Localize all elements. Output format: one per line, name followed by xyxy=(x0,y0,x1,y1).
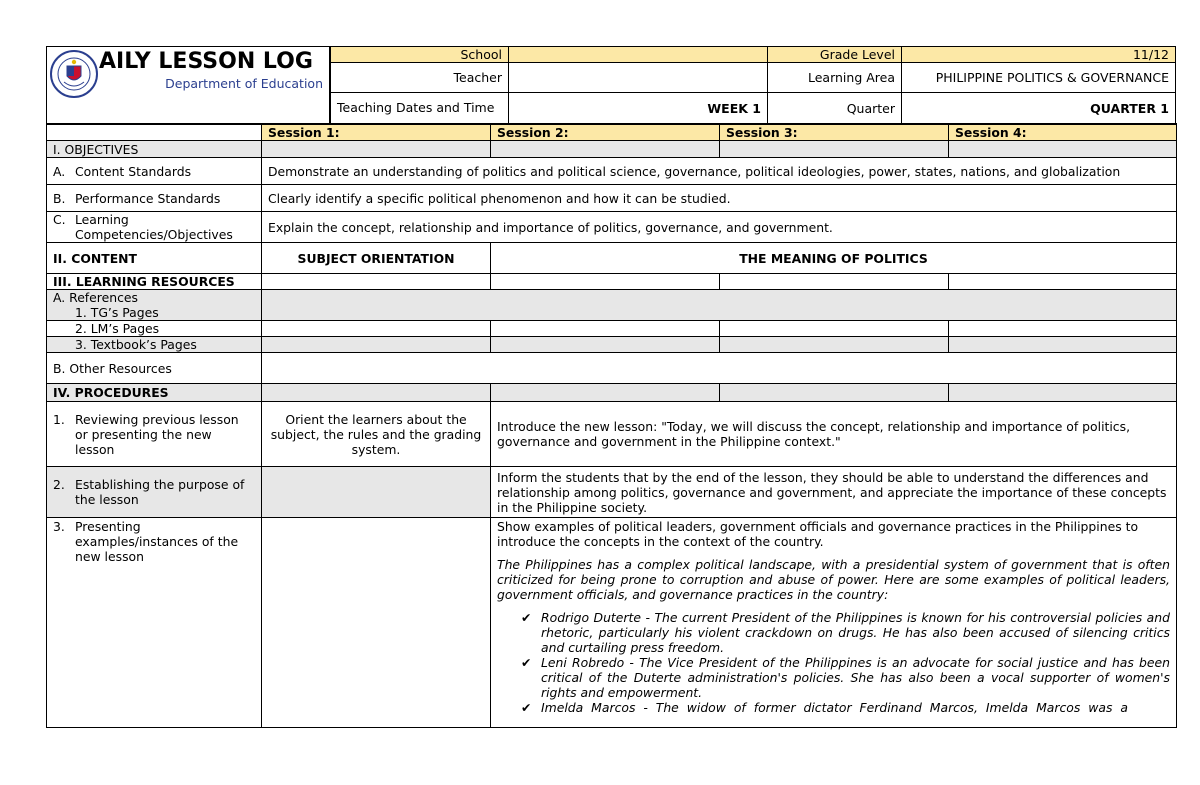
performance-standards-text: Clearly identify a specific political phenomenon and how it can be studied. xyxy=(262,185,1177,212)
procedures-heading: IV. PROCEDURES xyxy=(47,384,262,402)
resources-heading: III. LEARNING RESOURCES xyxy=(47,274,262,290)
procedure-step-1-row xyxy=(47,402,1177,467)
sessions-row xyxy=(47,124,1177,141)
learning-area-label: Learning Area xyxy=(767,62,902,93)
procedures-heading-row xyxy=(47,384,1177,402)
content-session-1: SUBJECT ORIENTATION xyxy=(262,243,491,274)
list-item: ✔ Imelda Marcos - The widow of former dictator Ferdinand Marcos, Imelda Marcos was a xyxy=(521,700,1128,715)
quarter-value[interactable]: QUARTER 1 xyxy=(901,92,1176,124)
procedure-step-1-session-1: Orient the learners about the subject, the rules and the grading system. xyxy=(262,402,491,467)
competencies-label: C. Learning Competencies/Objectives xyxy=(47,212,262,243)
textbook-pages-label: 3. Textbook’s Pages xyxy=(47,337,262,353)
procedure-step-3-row xyxy=(47,518,1177,728)
references-row xyxy=(47,290,1177,321)
department-name: Department of Education xyxy=(165,76,323,91)
checkmark-icon: ✔ xyxy=(521,610,532,625)
procedure-step-1-text: Introduce the new lesson: "Today, we will discuss the concept, relationship and importance of politics, governance and government in the Philippine context." xyxy=(491,402,1177,467)
political-examples-list xyxy=(497,610,1170,715)
procedure-step-3-paragraph: The Philippines has a complex political landscape, with a presidential system of government that is often criticized for being prone to corruption and abuse of power. Here are some examples of political leaders, government officials, and governance practices in the country: xyxy=(497,557,1170,602)
school-value[interactable] xyxy=(508,46,768,63)
content-session-2-4: THE MEANING OF POLITICS xyxy=(491,243,1177,274)
performance-standards-row xyxy=(47,185,1177,212)
teaching-dates-label: Teaching Dates and Time xyxy=(330,92,509,124)
quarter-label: Quarter xyxy=(767,92,902,124)
objectives-heading: I. OBJECTIVES xyxy=(47,141,262,158)
resources-heading-row xyxy=(47,274,1177,290)
lm-pages-row xyxy=(47,321,1177,337)
procedure-step-1-label: 1. Reviewing previous lesson or presenting the new lesson xyxy=(47,402,262,467)
other-resources-label: B. Other Resources xyxy=(47,353,262,384)
tg-pages-label: 1. TG’s Pages xyxy=(75,305,159,320)
content-row xyxy=(47,243,1177,274)
references-heading: A. References xyxy=(53,290,138,305)
session-1-header: Session 1: xyxy=(262,124,491,141)
header-logo-box xyxy=(46,46,330,124)
deped-seal-icon xyxy=(50,50,98,98)
content-standards-text: Demonstrate an understanding of politics and political science, governance, political ideologies, power, states, nations, and globalization xyxy=(262,158,1177,185)
session-3-header: Session 3: xyxy=(720,124,949,141)
checkmark-icon: ✔ xyxy=(521,655,532,670)
procedure-step-2-row xyxy=(47,467,1177,518)
session-2-header: Session 2: xyxy=(491,124,720,141)
performance-standards-label: B. Performance Standards xyxy=(47,185,262,212)
references-label xyxy=(47,290,262,321)
procedure-step-3-intro: Show examples of political leaders, government officials and governance practices in the Philippines to introduce the concepts in the context of the country. xyxy=(497,519,1139,549)
textbook-pages-row xyxy=(47,337,1177,353)
teacher-value[interactable] xyxy=(508,62,768,93)
lm-pages-label: 2. LM’s Pages xyxy=(47,321,262,337)
content-heading: II. CONTENT xyxy=(47,243,262,274)
checkmark-icon: ✔ xyxy=(521,700,532,715)
other-resources-row xyxy=(47,353,1177,384)
lesson-log-table xyxy=(46,123,1177,728)
teaching-dates-value[interactable]: WEEK 1 xyxy=(508,92,768,124)
competencies-row xyxy=(47,212,1177,243)
objectives-heading-row xyxy=(47,141,1177,158)
grade-level-label: Grade Level xyxy=(767,46,902,63)
grade-level-value[interactable]: 11/12 xyxy=(901,46,1176,63)
learning-area-value[interactable]: PHILIPPINE POLITICS & GOVERNANCE xyxy=(901,62,1176,93)
list-item: ✔ Leni Robredo - The Vice President of the Philippines is an advocate for social justice and has been critical of the Duterte administration's policies. She has also been a vocal supporter of women's rights and empowerment. xyxy=(521,655,1170,700)
procedure-step-3-content xyxy=(491,518,1177,728)
sessions-corner xyxy=(47,124,262,141)
competencies-text: Explain the concept, relationship and importance of politics, governance, and government. xyxy=(262,212,1177,243)
procedure-step-2-text: Inform the students that by the end of the lesson, they should be able to understand the differences and relationship among politics, governance and government, and appreciate the importance of these concepts in the Philippine society. xyxy=(491,467,1177,518)
lesson-log-title: AILY LESSON LOG xyxy=(99,49,313,74)
content-standards-row xyxy=(47,158,1177,185)
procedure-step-2-label: 2. Establishing the purpose of the lesson xyxy=(47,467,262,518)
school-label: School xyxy=(330,46,509,63)
content-standards-label: A. Content Standards xyxy=(47,158,262,185)
list-item: ✔ Rodrigo Duterte - The current President of the Philippines is known for his controversial policies and rhetoric, particularly his violent crackdown on drugs. He has also been accused of silencing critics and curtailing press freedom. xyxy=(521,610,1170,655)
teacher-label: Teacher xyxy=(330,62,509,93)
procedure-step-3-label: 3. Presenting examples/instances of the new lesson xyxy=(47,518,262,728)
session-4-header: Session 4: xyxy=(949,124,1177,141)
